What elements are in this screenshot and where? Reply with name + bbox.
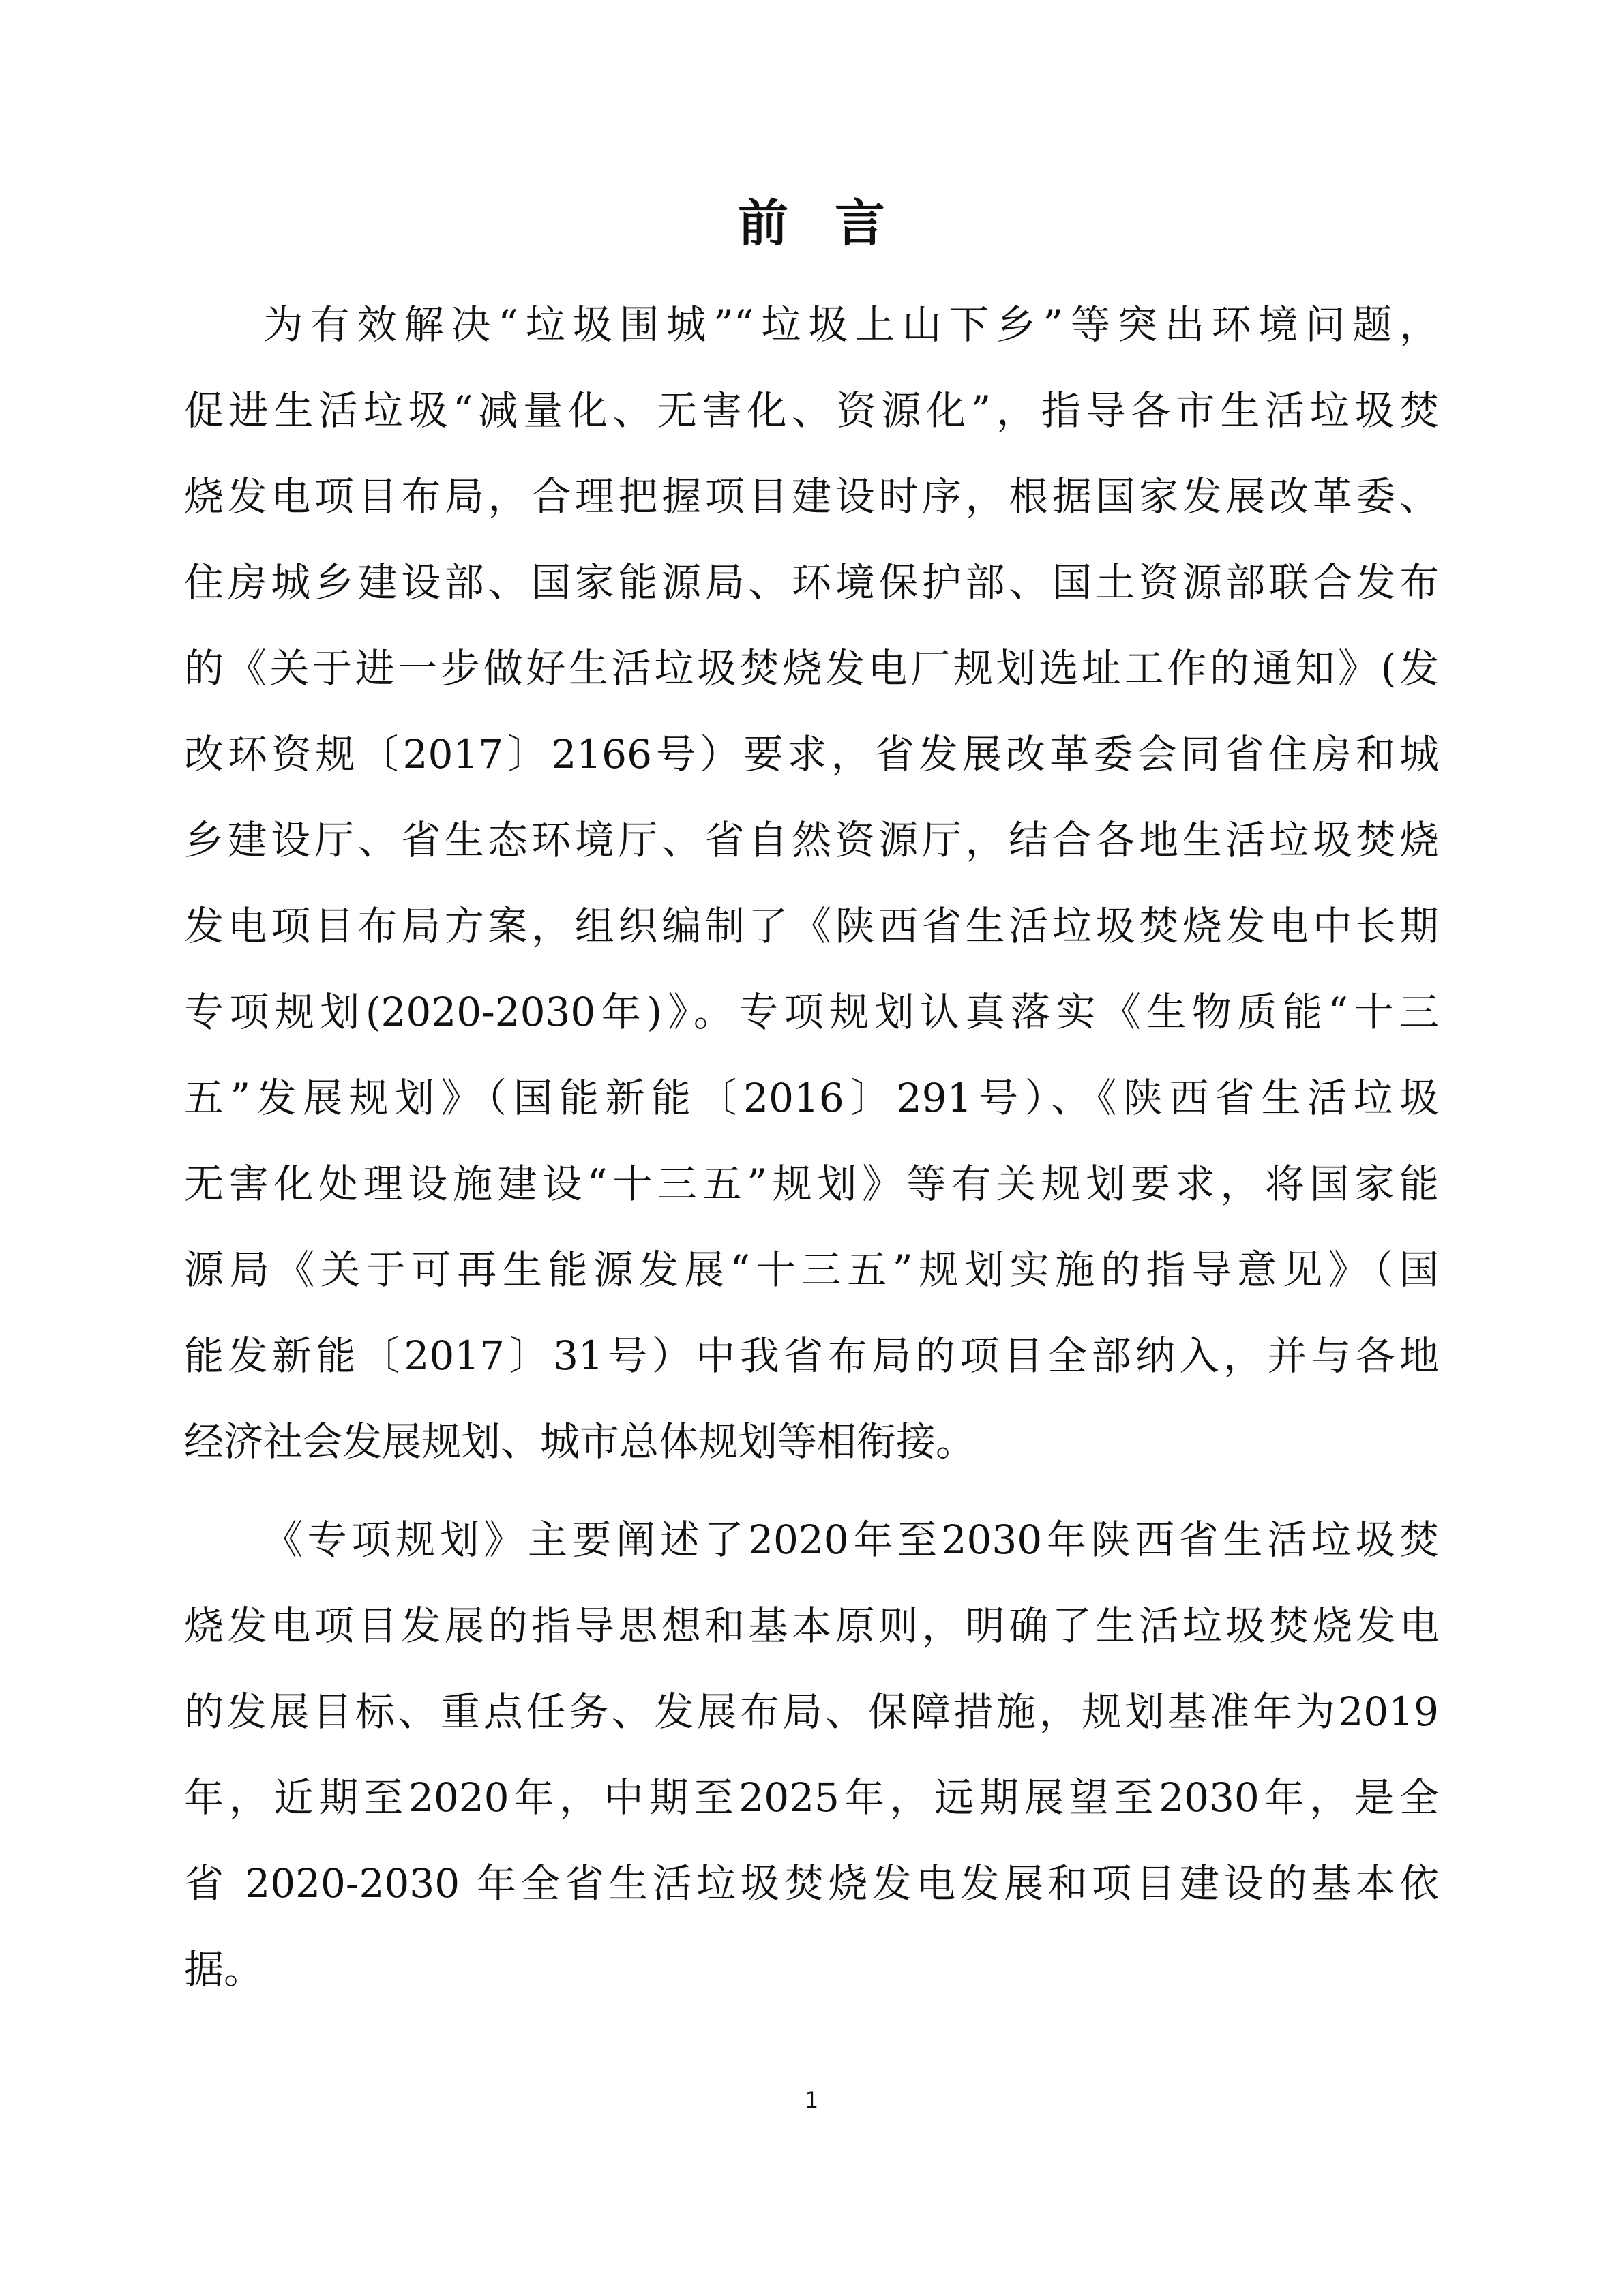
paragraph-1-line-5: 的《关于进一步做好生活垃圾焚烧发电厂规划选址工作的通知》(发: [184, 645, 1439, 691]
paragraph-1-line-14: 经济社会发展规划、城市总体规划等相衔接。: [184, 1418, 976, 1465]
paragraph-2-line-2: 烧发电项目发展的指导思想和基本原则，明确了生活垃圾焚烧发电: [184, 1602, 1439, 1649]
page-number: 1: [804, 2087, 819, 2113]
paragraph-1-line-3: 烧发电项目布局，合理把握项目建设时序，根据国家发展改革委、: [184, 473, 1439, 520]
paragraph-1-line-10: 五”发展规划》（国能新能〔2016〕291号）、《陕西省生活垃圾: [184, 1075, 1439, 1121]
paragraph-1-line-9: 专项规划(2020-2030年)》。专项规划认真落实《生物质能“十三: [184, 989, 1439, 1035]
paragraph-2-line-3: 的发展目标、重点任务、发展布局、保障措施，规划基准年为2019: [184, 1688, 1439, 1735]
paragraph-1-line-7: 乡建设厅、省生态环境厅、省自然资源厅，结合各地生活垃圾焚烧: [184, 817, 1439, 863]
document-title: 前言: [738, 194, 932, 253]
paragraph-2-line-4: 年，近期至2020年，中期至2025年，远期展望至2030年，是全: [184, 1774, 1439, 1821]
paragraph-1-line-1: 为有效解决“垃圾围城”“垃圾上山下乡”等突出环境问题，: [263, 301, 1439, 348]
paragraph-1-line-6: 改环资规〔2017〕2166号）要求，省发展改革委会同省住房和城: [184, 731, 1439, 777]
paragraph-1-line-2: 促进生活垃圾“减量化、无害化、资源化”，指导各市生活垃圾焚: [184, 387, 1439, 434]
paragraph-2-line-5: 省 2020-2030 年全省生活垃圾焚烧发电发展和项目建设的基本依: [184, 1860, 1439, 1907]
paragraph-1-line-12: 源局《关于可再生能源发展“十三五”规划实施的指导意见》（国: [184, 1247, 1439, 1293]
paragraph-1-line-4: 住房城乡建设部、国家能源局、环境保护部、国土资源部联合发布: [184, 559, 1439, 606]
paragraph-1-line-13: 能发新能〔2017〕31号）中我省布局的项目全部纳入，并与各地: [184, 1332, 1439, 1379]
paragraph-2-line-1: 《专项规划》主要阐述了2020年至2030年陕西省生活垃圾焚: [263, 1517, 1439, 1563]
paragraph-1-line-11: 无害化处理设施建设“十三五”规划》等有关规划要求，将国家能: [184, 1161, 1439, 1207]
paragraph-2-line-6: 据。: [184, 1946, 264, 1993]
paragraph-1-line-8: 发电项目布局方案，组织编制了《陕西省生活垃圾焚烧发电中长期: [184, 903, 1439, 949]
